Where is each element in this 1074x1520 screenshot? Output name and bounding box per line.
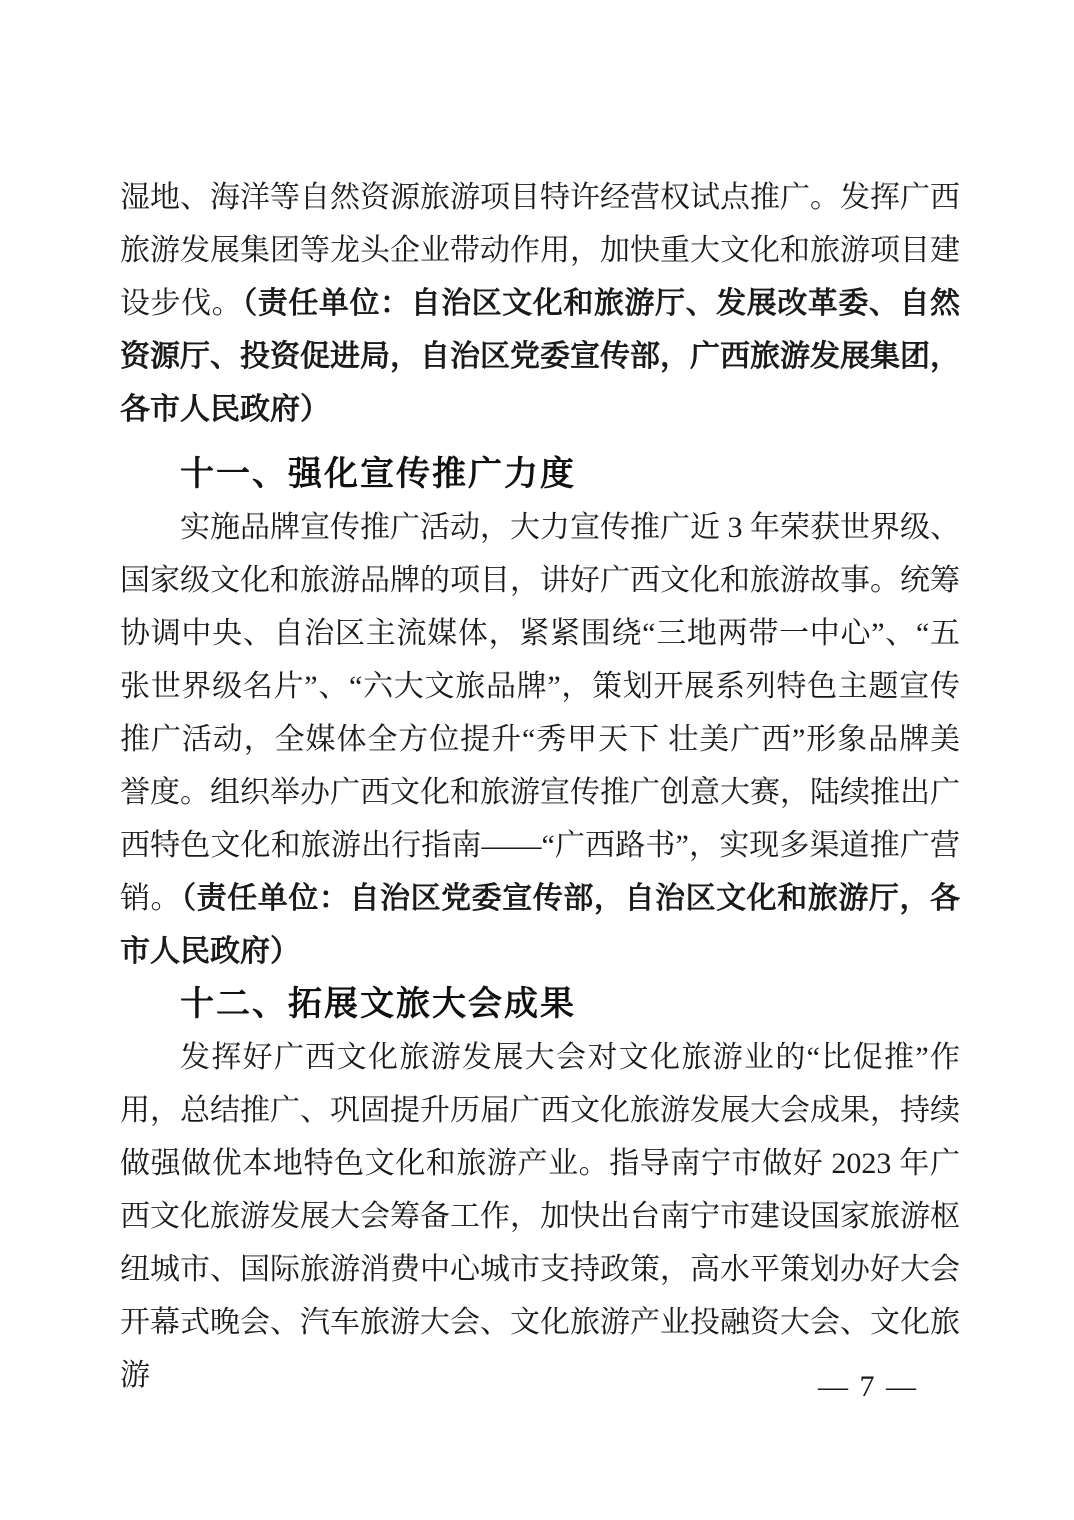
paragraph-section-11 [120,501,960,978]
paragraph-text: 湿地、海洋等自然资源旅游项目特许经营权试点推广。发挥广西旅游发展集团等龙头企业带动作用，加快重大文化和旅游项目建设步伐。 [120,181,960,320]
paragraph-section-12 [120,1031,960,1402]
section-heading-12: 十二、拓展文旅大会成果 [180,985,576,1023]
document-body [120,171,960,1402]
section-heading-11: 十一、强化宣传推广力度 [180,455,576,493]
page-number: — 7 — [818,1370,918,1403]
paragraph-text: 发挥好广西文化旅游发展大会对文化旅游业的“比促推”作用，总结推广、巩固提升历届广西文化旅游发展大会成果，持续做强做优本地特色文化和旅游产业。指导南宁市做好 2023 年广西文化旅游发展大会筹备工作，加快出台南宁市建设国家旅游枢纽城市、国际旅游消费中心城市支持政策，高水平策划办好大会开幕式晚会、汽车旅游大会、文化旅游产业投融资大会、文化旅游 [120,1041,960,1392]
responsibility-unit-text: （责任单位：自治区文化和旅游厅、发展改革委、自然资源厅、投资促进局，自治区党委宣传部，广西旅游发展集团，各市人民政府） [120,287,961,426]
paragraph-text: 实施品牌宣传推广活动，大力宣传推广近 3 年荣获世界级、国家级文化和旅游品牌的项目，讲好广西文化和旅游故事。统筹协调中央、自治区主流媒体，紧紧围绕“三地两带一中心”、“五张世界级名片”、“六大文旅品牌”，策划开展系列特色主题宣传推广活动，全媒体全方位提升“秀甲天下 壮美广西”形象品牌美誉度。组织举办广西文化和旅游宣传推广创意大赛，陆续推出广西特色文化和旅游出行指南——“广西路书”，实现多渠道推广营销。 [120,511,960,915]
paragraph-continuation [120,171,960,436]
responsibility-unit-text: （责任单位：自治区党委宣传部，自治区文化和旅游厅，各市人民政府） [120,882,961,968]
